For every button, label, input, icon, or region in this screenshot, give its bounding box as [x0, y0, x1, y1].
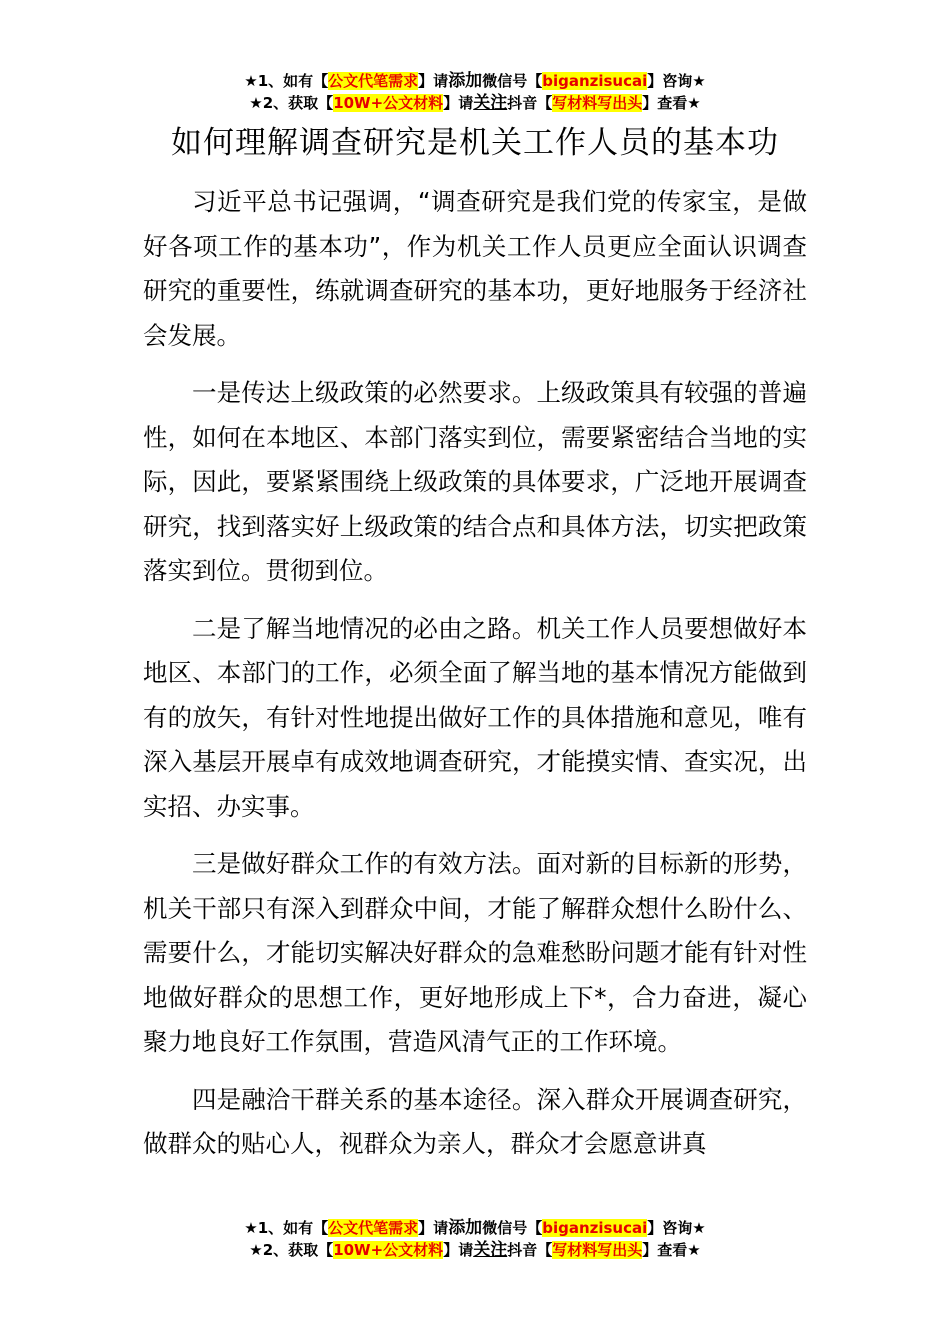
wechat-id-highlight: biganzisucai	[542, 1219, 648, 1237]
promo-line-1: ★1、如有【公文代笔需求】请添加微信号【biganzisucai】咨询★	[244, 71, 706, 91]
douyin-account-highlight: 写材料写出头	[552, 1241, 643, 1259]
douyin-account-highlight: 写材料写出头	[552, 94, 643, 112]
document-title: 如何理解调查研究是机关工作人员的基本功	[171, 125, 779, 161]
wechat-id-highlight: biganzisucai	[542, 72, 648, 90]
bottom-promo-banner	[0, 1217, 950, 1261]
top-promo-banner	[0, 70, 950, 114]
service-highlight: 公文代笔需求	[328, 72, 419, 90]
promo-line-1: ★1、如有【公文代笔需求】请添加微信号【biganzisucai】咨询★	[244, 1218, 706, 1238]
promo-line-2: ★2、获取【10W+公文材料】请关注抖音【写材料写出头】查看★	[249, 93, 701, 113]
body-paragraph: 习近平总书记强调，“调查研究是我们党的传家宝，是做好各项工作的基本功”，作为机关工作人员更应全面认识调查研究的重要性，练就调查研究的基本功，更好地服务于经济社会发展。	[143, 187, 807, 350]
materials-highlight: 10W+公文材料	[333, 94, 444, 112]
body-paragraph: 四是融洽干群关系的基本途径。深入群众开展调查研究，做群众的贴心人，视群众为亲人，群众才会愿意讲真	[143, 1084, 807, 1158]
service-highlight: 公文代笔需求	[328, 1219, 419, 1237]
materials-highlight: 10W+公文材料	[333, 1241, 444, 1259]
body-paragraph: 三是做好群众工作的有效方法。面对新的目标新的形势，机关干部只有深入到群众中间，才能了解群众想什么盼什么、需要什么，才能切实解决好群众的急难愁盼问题才能有针对性地做好群众的思想工作，更好地形成上下*，合力奋进，凝心聚力地良好工作氛围，营造风清气正的工作环境。	[143, 849, 807, 1056]
document-body	[143, 180, 807, 1180]
body-paragraph: 二是了解当地情况的必由之路。机关工作人员要想做好本地区、本部门的工作，必须全面了解当地的基本情况方能做到有的放矢，有针对性地提出做好工作的具体措施和意见，唯有深入基层开展卓有成效地调查研究，才能摸实情、查实况，出实招、办实事。	[143, 613, 807, 821]
promo-line-2: ★2、获取【10W+公文材料】请关注抖音【写材料写出头】查看★	[249, 1240, 701, 1260]
body-paragraph: 一是传达上级政策的必然要求。上级政策具有较强的普遍性，如何在本地区、本部门落实到位，需要紧密结合当地的实际，因此，要紧紧围绕上级政策的具体要求，广泛地开展调查研究，找到落实好上级政策的结合点和具体方法，切实把政策落实到位。贯彻到位。	[143, 378, 807, 585]
